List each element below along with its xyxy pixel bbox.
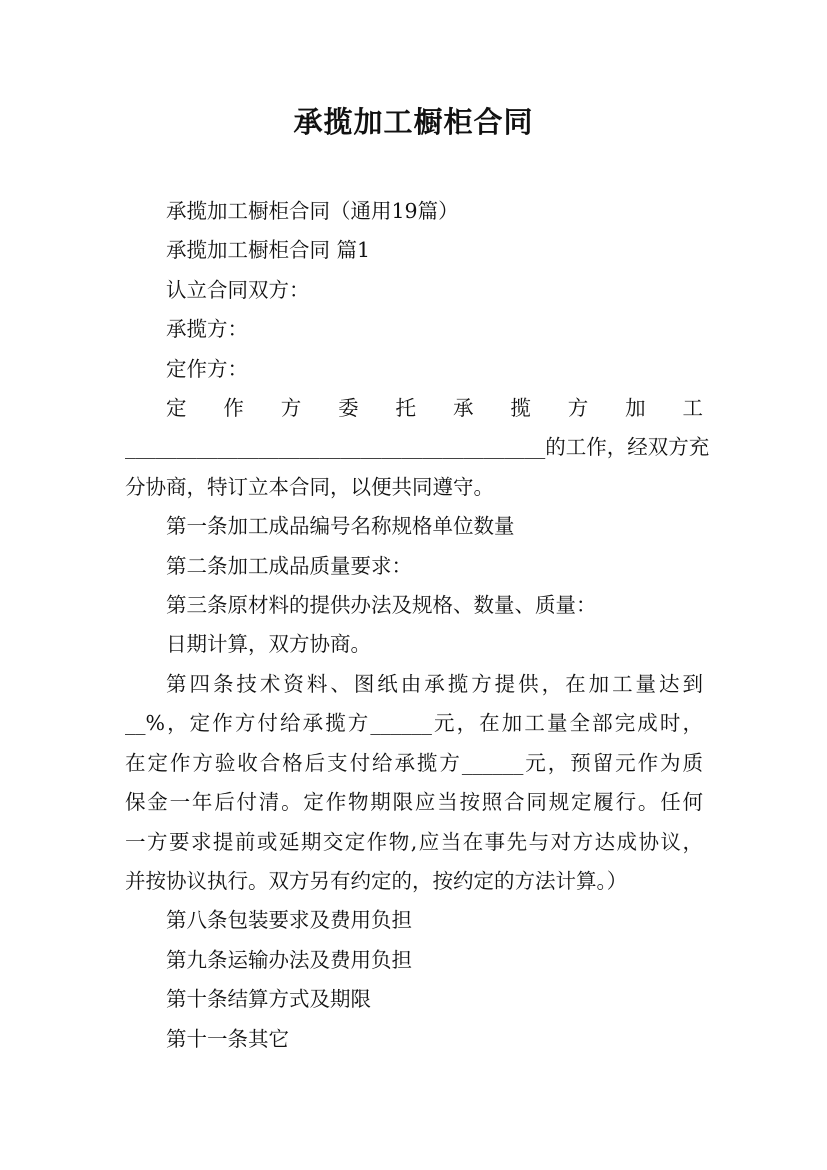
article4-line-3: 在定作方验收合格后支付给承揽方______元，预留元作为质	[125, 750, 703, 775]
paragraph-article-2: 第二条加工成品质量要求：	[166, 553, 412, 578]
paragraph-contractor: 承揽方：	[166, 317, 248, 342]
paragraph-article-1: 第一条加工成品编号名称规格单位数量	[166, 514, 515, 539]
article4-line-5: 一方要求提前或延期交定作物,应当在事先与对方达成协议，	[125, 829, 703, 854]
paragraph-article-11: 第十一条其它	[166, 1026, 289, 1051]
paragraph-article-9: 第九条运输办法及费用负担	[166, 947, 412, 972]
paragraph-article-8: 第八条包装要求及费用负担	[166, 908, 412, 933]
commission-line-3: 分协商，特订立本合同，以便共同遵守。	[125, 474, 494, 499]
paragraph-article-10: 第十条结算方式及期限	[166, 987, 371, 1012]
article4-line-1: 第四条技术资料、图纸由承揽方提供，在加工量达到	[166, 671, 703, 696]
commission-line-2: _________________________________________的工作，经双方充	[125, 435, 710, 460]
paragraph-date-calc: 日期计算，双方协商。	[166, 632, 371, 657]
article4-line-6: 并按协议执行。双方另有约定的，按约定的方法计算。）	[125, 868, 628, 893]
article4-line-2: __%，定作方付给承揽方______元，在加工量全部完成时，	[125, 711, 703, 736]
commission-line-1: 定作方委托承揽方加工	[166, 396, 703, 421]
paragraph-article-4	[125, 665, 703, 901]
document-body	[125, 192, 710, 1059]
paragraph-commission	[125, 389, 710, 507]
paragraph-article-3: 第三条原材料的提供办法及规格、数量、质量：	[166, 593, 597, 618]
article4-line-4: 保金一年后付清。定作物期限应当按照合同规定履行。任何	[125, 790, 703, 815]
paragraph-parties: 认立合同双方：	[166, 277, 310, 302]
paragraph-orderer: 定作方：	[166, 356, 248, 381]
paragraph-part-heading: 承揽加工橱柜合同 篇1	[166, 238, 371, 263]
document-title: 承揽加工橱柜合同	[293, 105, 534, 139]
paragraph-subtitle: 承揽加工橱柜合同（通用19篇）	[166, 199, 459, 223]
